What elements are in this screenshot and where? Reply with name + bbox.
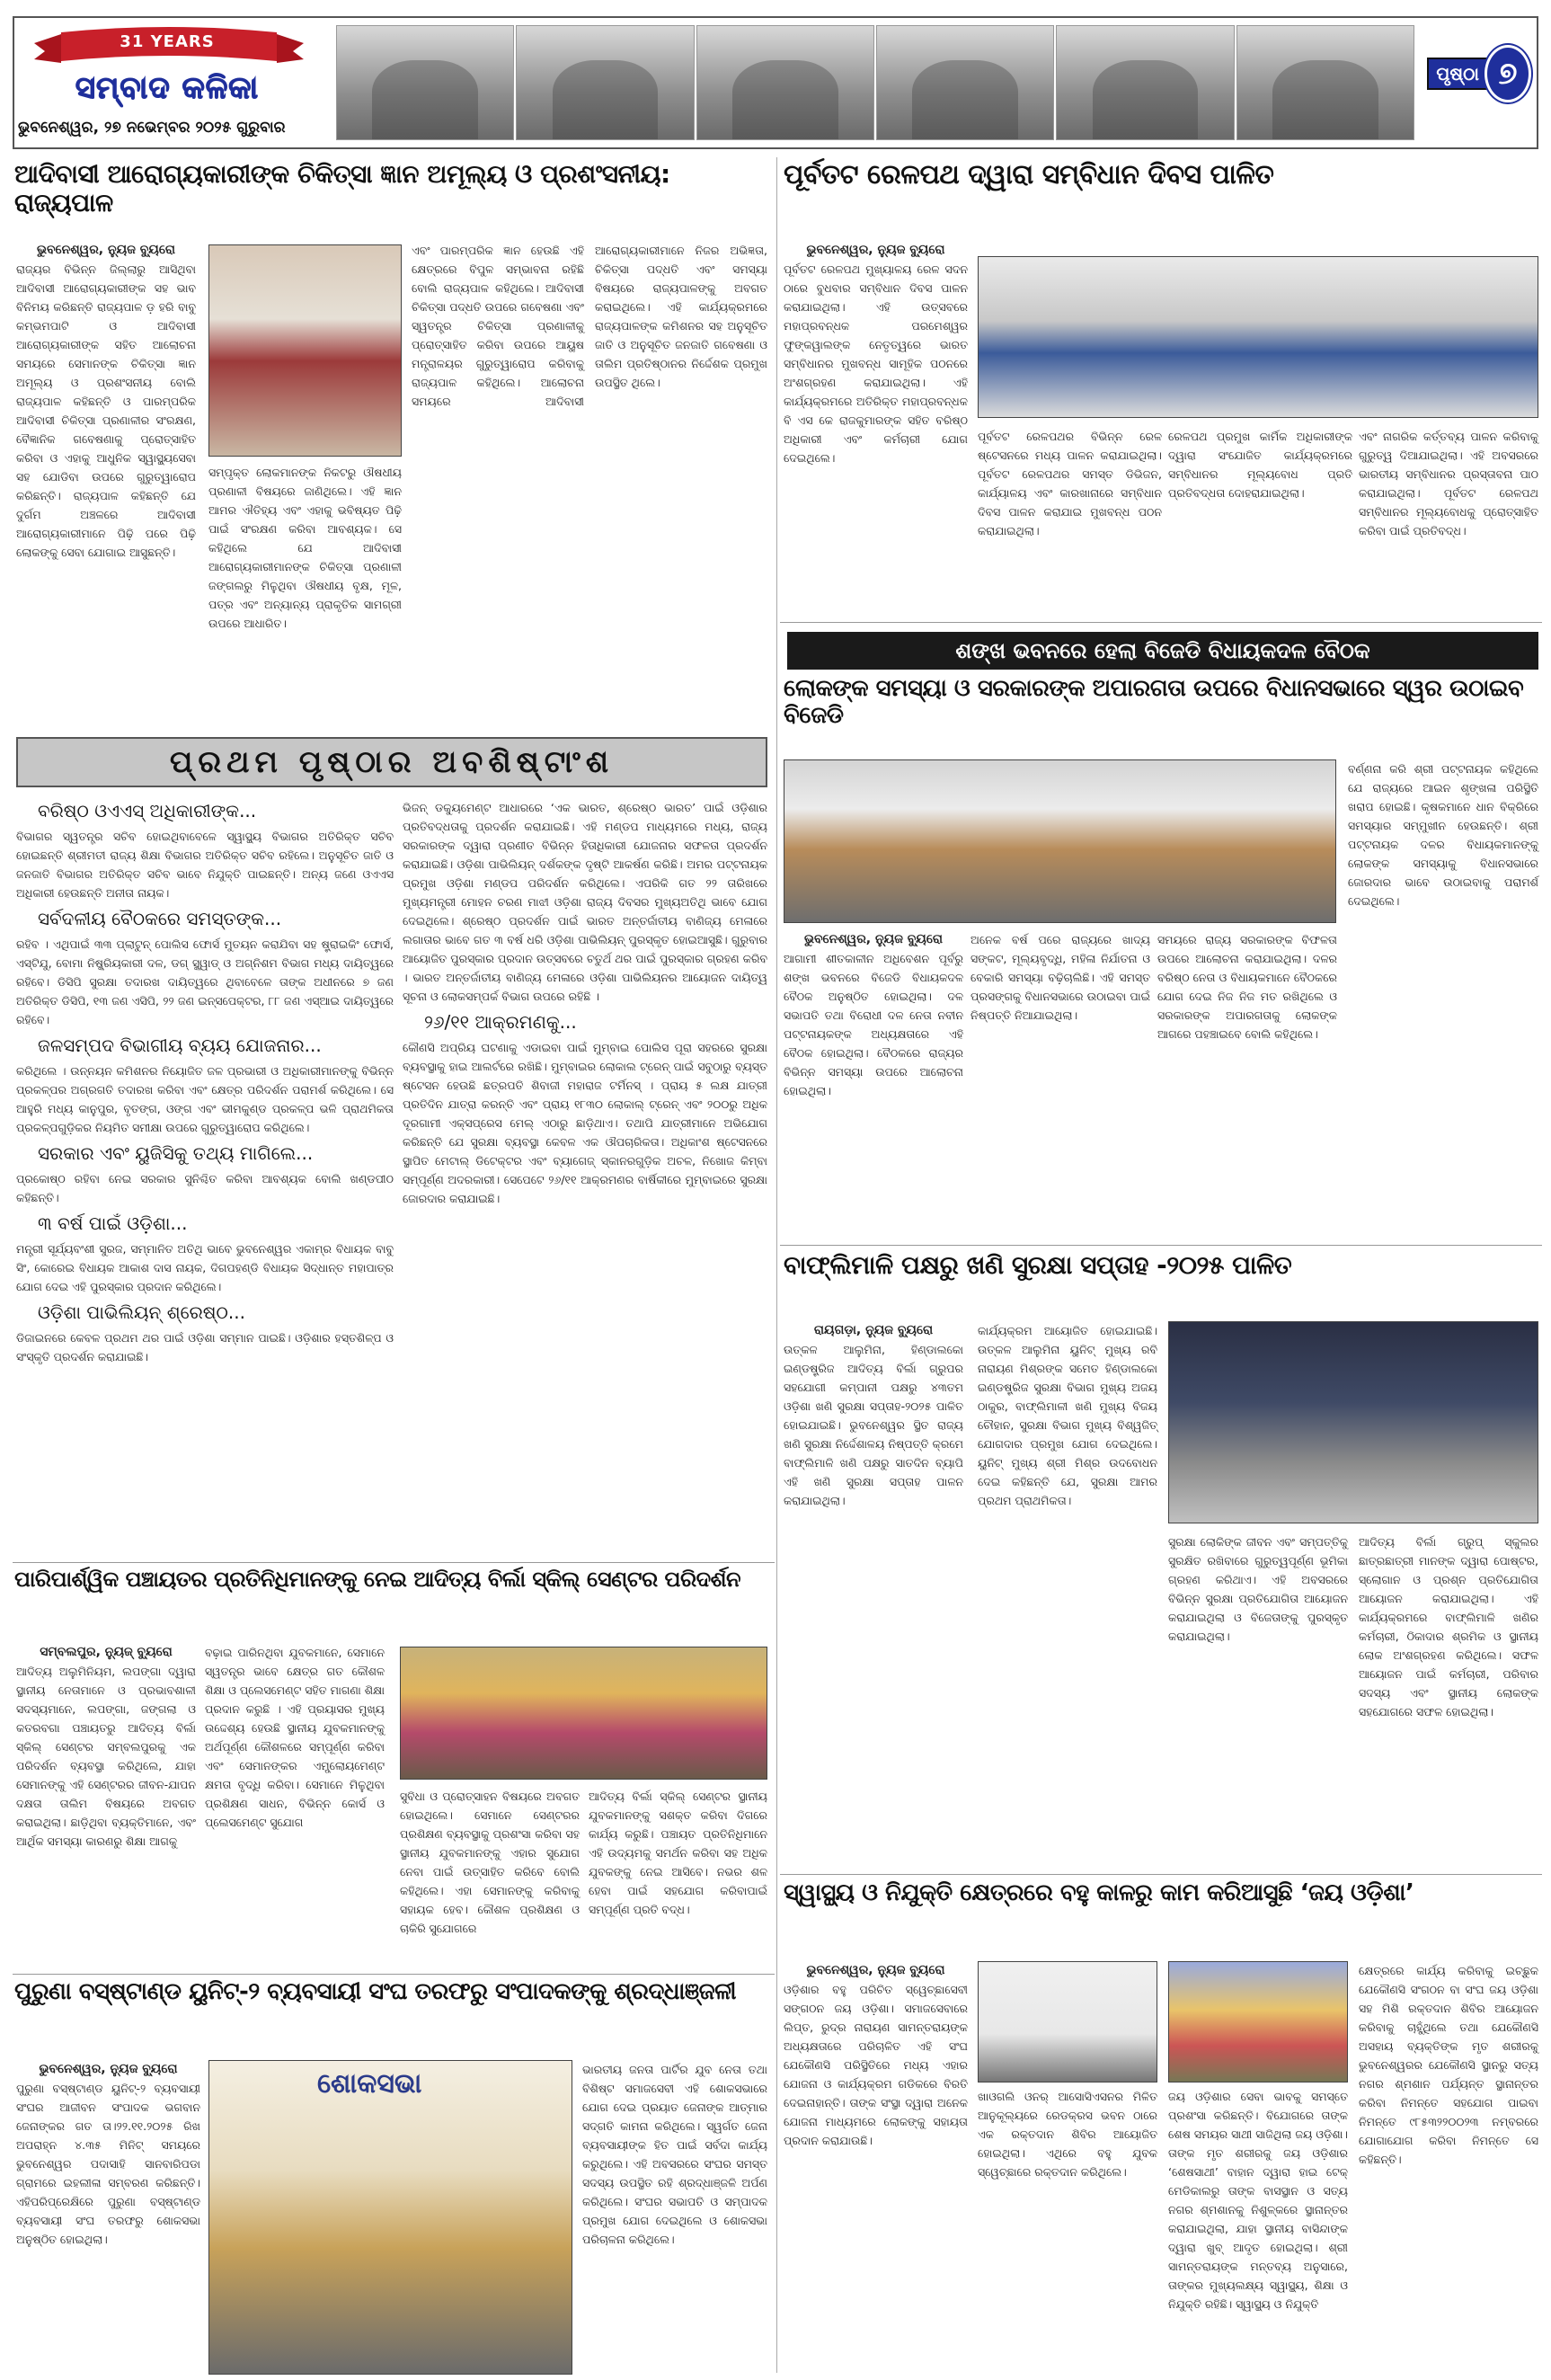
section-title: ସରକାର ଏବଂ ୟୁଜିସିକୁ ତଥ୍ୟ ମାଗିଲେ... [38,1142,314,1164]
story1-byline: ଭୁବନେଶ୍ୱର, ନ୍ୟୁଜ ବ୍ୟୁରୋ [36,243,175,257]
story5-headline: ପାରିପାର୍ଶ୍ୱିକ ପଞ୍ଚାୟତର ପ୍ରତିନିଧିମାନଙ୍କୁ ନେଇ ଆଦିତ୍ୟ ବିର୍ଲା ସ୍କିଲ୍ ସେଣ୍ଟର ପରିଦର୍ଶନ [14,1567,741,1592]
story3-col-right: ବର୍ଣ୍ଣନା କରି ଶ୍ରୀ ପଟ୍ଟନାୟକ କହିଥିଲେ ଯେ ରାଜ୍ୟରେ ଆଇନ ଶୃଙ୍ଖଳା ପରିସ୍ଥିତି ଖରାପ ହୋଇଛି। କୃଷକମାନେ ଧାନ ବିକ୍ରିରେ ସମସ୍ୟାର ସମ୍ମୁଖୀନ ହେଉଛନ୍ତି। ଶ୍ରୀ ପଟ୍ଟନାୟକ ଦଳର ବିଧାୟକମାନଙ୍କୁ ଲୋକଙ୍କ ସମସ୍ୟାକୁ ବିଧାନସଭାରେ ଜୋରଦାର ଭାବେ ଉଠାଇବାକୁ ପରାମର୍ଶ ଦେଇଥିଲେ। [1348,762,1538,908]
story2-headline: ପୂର୍ବତଟ ରେଳପଥ ଦ୍ୱାରା ସମ୍ବିଧାନ ଦିବସ ପାଳିତ [784,159,1274,191]
section-body: ବିଭାଗର ସ୍ୱତନ୍ତ୍ର ସଚିବ ହୋଇଥିବାବେଳେ ସ୍ୱାସ୍ଥ୍ୟ ବିଭାଗର ଅତିରିକ୍ତ ସଚିବ ହୋଇଛନ୍ତି ଶ୍ରୀମତୀ ରାଜ୍ୟ ଶିକ୍ଷା ବିଭାଗର ଅତିରିକ୍ତ ସଚିବ ରହିଲେ। ଅନୁସୂଚିତ ଜାତି ଓ ଜନଜାତି ବିଭାଗର ଅତିରିକ୍ତ ସଚିବ ଭାବେ ନିଯୁକ୍ତି ପାଇଛନ୍ତି। ଅନ୍ୟ ଜଣେ ଓଏଏସ ଅଧିକାରୀ ହେଉଛନ୍ତି ଅନୀତା ନାୟକ। [16,830,394,900]
story6-headline: ସ୍ୱାସ୍ଥ୍ୟ ଓ ନିଯୁକ୍ତି କ୍ଷେତ୍ରରେ ବହୁ କାଳରୁ କାମ କରିଆସୁଛି ‘ଜୟ ଓଡ଼ିଶା’ [784,1879,1414,1906]
story1-col2: ସମ୍ପୃକ୍ତ ଲୋକମାନଙ୍କ ନିକଟରୁ ଔଷଧୀୟ ପ୍ରଣାଳୀ ବିଷୟରେ ଜାଣିଥିଲେ। ଏହି ଜ୍ଞାନ ଆମର ଐତିହ୍ୟ ଏବଂ ଏହାକୁ ଭବିଷ୍ୟତ ପିଢ଼ି ପାଇଁ ସଂରକ୍ଷଣ କରିବା ଆବଶ୍ୟକ। ସେ କହିଥିଲେ ଯେ ଆଦିବାସୀ ଆରୋଗ୍ୟକାରୀମାନଙ୍କ ଚିକିତ୍ସା ପ୍ରଣାଳୀ ଜଙ୍ଗଲରୁ ମିଳୁଥିବା ଔଷଧୀୟ ବୃକ୍ଷ, ମୂଳ, ପତ୍ର ଏବଂ ଅନ୍ୟାନ୍ୟ ପ୍ରାକୃତିକ ସାମଗ୍ରୀ ଉପରେ ଆଧାରିତ। [208,466,402,630]
section-body: ପ୍ରକୋଷ୍ଠ ରହିବା ନେଇ ସରକାର ସୁନିଶ୍ଚିତ କରିବା ଆବଶ୍ୟକ ବୋଲି ଖଣ୍ଡପୀଠ କହିଛନ୍ତି। [16,1172,394,1204]
story2-photo [978,256,1538,418]
section-body: ମନ୍ତ୍ରୀ ସୂର୍ଯ୍ୟବଂଶୀ ସୁରଜ, ସମ୍ମାନିତ ଅତିଥି ଭାବେ ଭୁବନେଶ୍ୱର ଏକାମ୍ର ବିଧାୟକ ବାବୁ ସିଂ, କୋରେଇ ବିଧାୟକ ଆକାଶ ଦାସ ନାୟକ, ଦିଗପହଣ୍ଡି ବିଧାୟକ ସିଦ୍ଧାନ୍ତ ମହାପାତ୍ର ଯୋଗ ଦେଇ ଏହି ପୁରସ୍କାର ପ୍ରଦାନ କରିଥିଲେ। [16,1242,394,1293]
remainder-section-3 [16,1033,394,1137]
story2-byline: ଭୁବନେଶ୍ୱର, ନ୍ୟୁଜ ବ୍ୟୁରୋ [806,243,945,257]
story4-col1 [784,1321,963,1843]
dateline: ଭୁବନେଶ୍ୱର, ୨୭ ନଭେମ୍ବର ୨୦୨୫ ଗୁରୁବାର [18,119,286,137]
story6-byline: ଭୁବନେଶ୍ୱର, ନ୍ୟୁଜ ବ୍ୟୁରୋ [806,1963,945,1977]
story5-col1-text: ଆଦିତ୍ୟ ଅଲୁମିନିୟମ, ଲପଙ୍ଗା ଦ୍ୱାରା ସ୍ଥାନୀୟ ନେତାମାନେ ଓ ପ୍ରଭାବଶାଳୀ ସଦସ୍ୟମାନେ, ଲପଙ୍ଗା, ଜଙ୍ଗଲା ଓ କତରବଗା ପଞ୍ଚାୟତରୁ ଆଦିତ୍ୟ ବିର୍ଲା ସ୍କିଲ୍ ସେଣ୍ଟର ସମ୍ବଲପୁରକୁ ଏକ ପରିଦର୍ଶନ ବ୍ୟବସ୍ଥା କରିଥିଲେ, ଯାହା ସେମାନଙ୍କୁ ଏହି ସେଣ୍ଟରର ଜୀବନ-ଯାପନ ଦକ୍ଷତା ତାଲିମ ବିଷୟରେ ଅବଗତ କରାଇଥିଲା। ଛାଡ଼ିଥିବା ବ୍ୟକ୍ତିମାନେ, ଏବଂ ଆର୍ଥିକ ସମସ୍ୟା କାରଣରୁ ଶିକ୍ଷା ଆଗକୁ [16,1665,196,1848]
section-title: ବରିଷ୍ଠ ଓଏଏସ୍ ଅଧିକାରୀଙ୍କ... [38,800,257,821]
story5-col2: ବଢ଼ାଇ ପାରିନଥିବା ଯୁବକମାନେ, ସେମାନେ ସ୍ୱତନ୍ତ୍ର ଭାବେ କ୍ଷେତ୍ର ଗତ କୌଶଳ ଶିକ୍ଷା ଓ ପ୍ଲେସମେଣ୍ଟ ସହିତ ମାଗଣା ଶିକ୍ଷା ପ୍ରଦାନ କରୁଛି । ଏହି ପ୍ରୟାସର ମୁଖ୍ୟ ଉଦ୍ଦେଶ୍ୟ ହେଉଛି ସ୍ଥାନୀୟ ଯୁବକମାନଙ୍କୁ ଅର୍ଥପୂର୍ଣ୍ଣ କୌଶଳରେ ସମ୍ପୂର୍ଣ୍ଣ କରିବା ଏବଂ ସେମାନଙ୍କର ଏମ୍ପ୍ଲୋୟମେଣ୍ଟ କ୍ଷମତା ବୃଦ୍ଧି କରିବା। ସେମାନେ ମିଳୁଥିବା ପ୍ରଶିକ୍ଷଣ ସାଧନ, ବିଭିନ୍ନ କୋର୍ସ ଓ ପ୍ଲେସମେଣ୍ଟ ସୁଯୋଗ [205,1646,385,1829]
section-divider [13,1974,775,1975]
story4-headline: ବାଫ୍ଲିମାଳି ପକ୍ଷରୁ ଖଣି ସୁରକ୍ଷା ସପ୍ତାହ -୨୦୨୫ ପାଳିତ [784,1250,1292,1280]
section-divider [780,1245,1542,1246]
story2-col4: ଏବଂ ନାଗରିକ କର୍ତ୍ତବ୍ୟ ପାଳନ କରିବାକୁ ଗୁରୁତ୍ୱ ଦିଆଯାଇଥିଲା। ଏହି ଅବସରରେ ଭାରତୀୟ ସମ୍ବିଧାନର ପ୍ରସ୍ତାବନା ପାଠ କରାଯାଇଥିଲା। ପୂର୍ବତଟ ରେଳପଥ ସମ୍ବିଧାନର ମୂଲ୍ୟବୋଧକୁ ପ୍ରୋତ୍ସାହିତ କରିବା ପାଇଁ ପ୍ରତିବଦ୍ଧ। [1359,430,1538,537]
story3-banner: ଶଙ୍ଖ ଭବନରେ ହେଲା ବିଜେଡି ବିଧାୟକଦଳ ବୈଠକ [787,632,1538,670]
story7-photo-banner: ଶୋକସଭା [317,2068,422,2100]
story6-col1-text: ଓଡ଼ିଶାର ବହୁ ପରିଚିତ ସ୍ୱେଚ୍ଛାସେବୀ ସଙ୍ଗଠନ ଜୟ ଓଡ଼ିଶା। ସମାଜସେବାରେ ଲିପ୍ତ, ରୁଦ୍ର ନାରାୟଣ ସାମନ୍ତରାୟଙ୍କ ଅଧ୍ୟକ୍ଷତାରେ ପରିଚାଳିତ ଏହି ସଂଘ ଯେକୌଣସି ପରିସ୍ଥିତିରେ ମଧ୍ୟ ଏହାର ଯୋଜନା ଓ କାର୍ଯ୍ୟକ୍ରମ ଗଡିକରେ ବିରତି ଦେଇନାହାନ୍ତି। ତାଙ୍କ ସଂସ୍ଥା ଦ୍ୱାରା ଅନେକ ଯୋଜନା ମାଧ୍ୟମରେ ଲୋକଙ୍କୁ ସହାୟତା ପ୍ରଦାନ କରାଯାଉଛି। [784,1983,968,2147]
story7-col1-text: ପୁରୁଣା ବସ୍‌ଷ୍ଟାଣ୍ଡ ୟୁନିଟ୍-୨ ବ୍ୟବସାୟୀ ସଂଘର ଆଜୀବନ ସଂପାଦକ ଭଗବାନ ଜେନାଙ୍କର ଗତ ତା।୨୨.୧୧.୨୦୨୫ ରିଖ ଅପରାହ୍ନ ୪.୩୫ ମିନିଟ୍ ସମୟରେ ଭୁବନେଶ୍ୱର ପଦାସାହି ସାନବାରିପଡା ଗ୍ରାମରେ ଇହଲୀଳା ସମ୍ବରଣ କରିଛନ୍ତି। ଏହିପରିପ୍ରେକ୍ଷିରେ ପୁରୁଣା ବସ୍‌ଷ୍ଟାଣ୍ଡ ବ୍ୟବସାୟୀ ସଂଘ ତରଫରୁ ଶୋକସଭା ଅନୁଷ୍ଠିତ ହୋଇଥିଲା। [16,2082,200,2246]
section-title: ୨୬/୧୧ ଆକ୍ରମଣକୁ... [424,1011,577,1033]
story7-col1 [16,2060,200,2375]
remainder-col2 [403,798,767,1553]
story3-photo [784,759,1336,923]
story3-col2: ଅନେକ ବର୍ଷ ପରେ ରାଜ୍ୟରେ ଖାଦ୍ୟ ସଙ୍କଟ, ମୂଲ୍ୟବୃଦ୍ଧି, ମହିଳା ନିର୍ଯାତନା ଓ ବେକାରି ସମସ୍ୟା ବଢ଼ିଚାଲିଛି। ଏହି ସମସ୍ତ ପ୍ରସଙ୍ଗକୁ ବିଧାନସଭାରେ ଉଠାଇବା ପାଇଁ ନିଷ୍ପତ୍ତି ନିଆଯାଇଥିଲା। [970,933,1150,1022]
section-divider [780,622,1542,623]
story7-col3: ଭାରତୀୟ ଜନତା ପାର୍ଟିର ଯୁବ ନେତା ତଥା ବିଶିଷ୍ଟ ସମାଜସେବୀ ଏହି ଶୋକସଭାରେ ଯୋଗ ଦେଇ ପ୍ରୟାତ ଜେନାଙ୍କ ଆତ୍ମାର ସଦ୍‌ଗତି କାମନା କରିଥିଲେ। ସ୍ୱର୍ଗତ ଜେନା ବ୍ୟବସାୟୀଙ୍କ ହିତ ପାଇଁ ସର୍ବଦା କାର୍ଯ୍ୟ କରୁଥିଲେ। ଏହି ଅବସରରେ ସଂଘର ସମସ୍ତ ସଦସ୍ୟ ଉପସ୍ଥିତ ରହି ଶ୍ରଦ୍ଧାଞ୍ଜଳି ଅର୍ପଣ କରିଥିଲେ। ସଂଘର ସଭାପତି ଓ ସମ୍ପାଦକ ପ୍ରମୁଖ ଯୋଗ ଦେଇଥିଲେ ଓ ଶୋକସଭା ପରିଚାଳନା କରିଥିଲେ। [582,2063,767,2246]
crafts-photo [516,25,694,140]
story3-col1 [784,930,963,1200]
section-body: କରିଥିଲେ । ଉନ୍ନୟନ କମିଶନର ନିୟୋଜିତ ଜଳ ପ୍ରଭାରୀ ଓ ଅଧିକାରୀମାନଙ୍କୁ ବିଭିନ୍ନ ପ୍ରକଳ୍ପର ଅଗ୍ରଗତି ତଦାରଖ କରିବା ଏବଂ କ୍ଷେତ୍ର ପରିଦର୍ଶନ ପରାମର୍ଶ କରିଥିଲେ। ସେ ଆହୁରି ମଧ୍ୟ କାନୁପୁର, ବୃତଙ୍ଗ, ଓଙ୍ଗ ଏବଂ ଭୀମକୁଣ୍ଡ ପ୍ରକଳ୍ପ ଭଳି ପ୍ରାଥମିକତା ପ୍ରକଳ୍ପଗୁଡ଼ିକର ନିୟମିତ ସମୀକ୍ଷା ଉପରେ ଗୁରୁତ୍ୱାରୋପ କରିଥିଲେ। [16,1064,394,1134]
story7-photo [208,2060,572,2375]
story7-headline: ପୁରୁଣା ବସ୍‌ଷ୍ଟାଣ୍ଡ ୟୁନିଟ୍-୨ ବ୍ୟବସାୟୀ ସଂଘ ତରଫରୁ ସଂପାଦକଙ୍କୁ ଶ୍ରଦ୍ଧାଞ୍ଜଳୀ [14,1978,737,2005]
remainder-col1 [16,795,394,1554]
story7-byline: ଭୁବନେଶ୍ୱର, ନ୍ୟୁଜ ବ୍ୟୁରୋ [39,2062,178,2076]
remainder-col2-body-a: ଭିଜନ୍ ଡକ୍ୟୁମେଣ୍ଟ ଆଧାରରେ ‘ଏକ ଭାରତ, ଶ୍ରେଷ୍ଠ ଭାରତ’ ପାଇଁ ଓଡ଼ିଶାର ପ୍ରତିବଦ୍ଧତାକୁ ପ୍ରଦର୍ଶନ କରାଯାଇଛି। ଏହି ମଣ୍ଡପ ମାଧ୍ୟମରେ ମଧ୍ୟ, ରାଜ୍ୟ ସରକାରଙ୍କ ଦ୍ୱାରା ପ୍ରଣୀତ ବିଭିନ୍ନ ହିତାଧିକାରୀ ଯୋଜନାର ସଫଳତା ପ୍ରଦର୍ଶନ କରାଯାଇଛି। ଓଡ଼ିଶା ପାଭିଲିୟନ୍ ଦର୍ଶକଙ୍କ ଦୃଷ୍ଟି ଆକର୍ଷଣ କରିଛି। ଅମର ପଟ୍ଟନାୟକ ପ୍ରମୁଖ ଓଡ଼ିଶା ମଣ୍ଡପ ପରିଦର୍ଶନ କରିଥିଲେ। ଏପରିକି ଗତ ୨୨ ତାରିଖରେ ମୁଖ୍ୟମନ୍ତ୍ରୀ ମୋହନ ଚରଣ ମାଝୀ ଓଡ଼ିଶା ରାଜ୍ୟ ଦିବସର ମୁଖ୍ୟଅତିଥି ଭାବେ ଯୋଗ ଦେଇଥିଲେ। ଶ୍ରେଷ୍ଠ ପ୍ରଦର୍ଶନ ପାଇଁ ଭାରତ ଅନ୍ତର୍ଜାତୀୟ ବାଣିଜ୍ୟ ମେଳାରେ ଲଗାତାର ଭାବେ ଗତ ୩ ବର୍ଷ ଧରି ଓଡ଼ିଶା ପାଭିଲିୟନ୍ ପୁରସ୍କୃତ ହୋଇଆସୁଛି। ଗୁରୁବାର ଆୟୋଜିତ ପୁରସ୍କାର ପ୍ରଦାନ ଉତ୍ସବରେ ଚତୁର୍ଥ ଥର ପାଇଁ ପୁରସ୍କାର ଗ୍ରହଣ କରିବ । ଭାରତ ଅନ୍ତର୍ଜାତୀୟ ବାଣିଜ୍ୟ ମେଳାରେ ଓଡ଼ିଶା ପାଭିଲିୟନର ଆୟୋଜନ ଦାୟିତ୍ୱ ସୂଚନା ଓ ଲୋକସମ୍ପର୍କ ବିଭାଗ ଉପରେ ରହିଛି । [403,801,767,1003]
story4-col2: କାର୍ଯ୍ୟକ୍ରମ ଆୟୋଜିତ ହୋଇଯାଇଛି। ଉତ୍କଳ ଆଲୁମିନା ୟୁନିଟ୍ ମୁଖ୍ୟ ରବି ନାରାୟଣ ମିଶ୍ରଙ୍କ ସମେତ ହିଣ୍ଡାଲକୋ ଇଣ୍ଡଷ୍ଟ୍ରିଜ ସୁରକ୍ଷା ବିଭାଗ ମୁଖ୍ୟ ଅଜୟ ଠାକୁର, ବାଫ୍ଲିମାଳୀ ଖଣି ମୁଖ୍ୟ ବିଜୟ ଚୌହାନ, ସୁରକ୍ଷା ବିଭାଗ ମୁଖ୍ୟ ବିଶ୍ୱଜିତ୍ ଯୋଗଦାର ପ୍ରମୁଖ ଯୋଗ ଦେଇଥିଲେ। ୟୁନିଟ୍ ମୁଖ୍ୟ ଶ୍ରୀ ମିଶ୍ର ଉଦବୋଧନ ଦେଇ କହିଛନ୍ତି ଯେ, ସୁରକ୍ଷା ଆମର ପ୍ରଥମ ପ୍ରାଥମିକତା। [978,1324,1157,1507]
section-title: ୩ ବର୍ଷ ପାଇଁ ଓଡ଼ିଶା... [38,1212,188,1234]
masthead [13,16,1538,149]
story2-col3: ରେଳପଥ ପ୍ରମୁଖ କାର୍ମିକ ଅଧିକାରୀଙ୍କ ଦ୍ୱାରା ସଂଯୋଜିତ କାର୍ଯ୍ୟକ୍ରମରେ ସମ୍ବିଧାନର ମୂଲ୍ୟବୋଧ ପ୍ରତି ପ୍ରତିବଦ୍ଧତା ଦୋହରାଯାଇଥିଲା। [1168,430,1352,500]
story1-col3: ଏବଂ ପାରମ୍ପରିକ ଜ୍ଞାନ ହେଉଛି ଏହି କ୍ଷେତ୍ରରେ ବିପୁଳ ସମ୍ଭାବନା ରହିଛି ବୋଲି ରାଜ୍ୟପାଳ କହିଥିଲେ। ଆଦିବାସୀ ଚିକିତ୍ସା ପଦ୍ଧତି ଉପରେ ଗବେଷଣା ଏବଂ ସ୍ୱତନ୍ତ୍ର ଚିକିତ୍ସା ପ୍ରଣାଳୀକୁ ପ୍ରୋତ୍ସାହିତ କରିବା ଉପରେ ଆୟୁଷ ମନ୍ତ୍ରାଳୟର ଗୁରୁତ୍ୱାରୋପ କରିବାକୁ ରାଜ୍ୟପାଳ କହିଥିଲେ। ଆଲୋଚନା ସମୟରେ ଆଦିବାସୀ ଆରୋଗ୍ୟକାରୀମାନେ ନିଜର ଅଭିଜ୍ଞତା, ଚିକିତ୍ସା ପଦ୍ଧତି ଏବଂ ସମସ୍ୟା ବିଷୟରେ ରାଜ୍ୟପାଳଙ୍କୁ ଅବଗତ କରାଇଥିଲେ। ଏହି କାର୍ଯ୍ୟକ୍ରମରେ ରାଜ୍ୟପାଳଙ୍କ କମିଶନର ସହ ଅନୁସୂଚିତ ଜାତି ଓ ଅନୁସୂଚିତ ଜନଜାତି ଗବେଷଣା ଓ ତାଲିମ ପ୍ରତିଷ୍ଠାନର ନିର୍ଦ୍ଦେଶକ ପ୍ରମୁଖ ଉପସ୍ଥିତ ଥିଲେ। [412,244,767,408]
section-body: ଡିଜାଇନରେ କେବଳ ପ୍ରଥମ ଥର ପାଇଁ ଓଡ଼ିଶା ସମ୍ମାନ ପାଇଛି। ଓଡ଼ିଶାର ହସ୍ତଶିଳ୍ପ ଓ ସଂସ୍କୃତି ପ୍ରଦର୍ଶନ କରାଯାଇଛି। [16,1331,394,1363]
section-divider [13,1562,775,1563]
story3-col3: ସମୟରେ ରାଜ୍ୟ ସରକାରଙ୍କ ବିଫଳତା ଉପରେ ଆଲୋଚନା କରାଯାଇଥିଲା। ଦଳର ବରିଷ୍ଠ ନେତା ଓ ବିଧାୟକମାନେ ବୈଠକରେ ଯୋଗ ଦେଇ ନିଜ ନିଜ ମତ ରଖିଥିଲେ ଓ ସରକାରଙ୍କ ଅପାରଗତାକୁ ଲୋକଙ୍କ ଆଗରେ ପହଞ୍ଚାଇବେ ବୋଲି କହିଥିଲେ। [1157,933,1337,1041]
story4-col1-text: ଉତ୍କଳ ଆଲୁମିନା, ହିଣ୍ଡାଲକୋ ଇଣ୍ଡଷ୍ଟ୍ରିଜ ଆଦିତ୍ୟ ବିର୍ଲା ଗ୍ରୁପର ସହଯୋଗୀ କମ୍ପାନୀ ପକ୍ଷରୁ ୪୩ତମ ଓଡ଼ିଶା ଖଣି ସୁରକ୍ଷା ସପ୍ତାହ-୨୦୨୫ ପାଳିତ ହୋଇଯାଇଛି। ଭୁବନେଶ୍ୱର ସ୍ଥିତ ରାଜ୍ୟ ଖଣି ସୁରକ୍ଷା ନିର୍ଦ୍ଦେଶାଳୟ ନିଷ୍ପତ୍ତି କ୍ରମେ ବାଫ୍ଲିମାଳି ଖଣି ପକ୍ଷରୁ ସାତଦିନ ବ୍ୟାପି ଏହି ଖଣି ସୁରକ୍ଷା ସପ୍ତାହ ପାଳନ କରାଯାଇଥିଲା। [784,1343,963,1507]
story4-byline: ରାୟଗଡ଼ା, ନ୍ୟୁଜ ବ୍ୟୁରୋ [813,1323,934,1337]
story4-col3: ସୁରକ୍ଷା ଲୋକିଙ୍କ ଜୀବନ ଏବଂ ସମ୍ପତ୍ତିକୁ ସୁରକ୍ଷିତ ରଖିବାରେ ଗୁରୁତ୍ୱପୂର୍ଣ୍ଣ ଭୂମିକା ଗ୍ରହଣ କରିଥାଏ। ଏହି ଅବସରରେ ବିଭିନ୍ନ ସୁରକ୍ଷା ପ୍ରତିଯୋଗିତା ଆୟୋଜନ କରାଯାଇଥିଲା ଓ ବିଜେତାଙ୍କୁ ପୁରସ୍କୃତ କରାଯାଇଥିଲା। [1168,1535,1348,1643]
remainder-section-1 [16,798,394,902]
story6-van-photo [978,1961,1157,2082]
remainder-section-4 [16,1141,394,1207]
story5-photo [400,1647,767,1780]
story1-col1 [16,241,196,726]
story5-col4: ଆଦିତ୍ୟ ବିର୍ଲା ସ୍କିଲ୍ ସେଣ୍ଟର ସ୍ଥାନୀୟ ଯୁବକମାନଙ୍କୁ ସଶକ୍ତ କରିବା ଦିଗରେ କାର୍ଯ୍ୟ କରୁଛି। ପଞ୍ଚାୟତ ପ୍ରତିନିଧିମାନେ ଏହି ଉଦ୍ୟମକୁ ସମର୍ଥନ କରିବା ସହ ଅଧିକ ଯୁବକଙ୍କୁ ନେଇ ଆସିବେ। ନଭର ଶଳ ହେବା ପାଇଁ ସହଯୋଗ କରିବାପାଇଁ ସମ୍ପୂର୍ଣ୍ଣ ପ୍ରତି ବଦ୍ଧ। [589,1789,767,1916]
section-divider [780,1874,1542,1875]
story5-byline: ସମ୍ବଲପୁର, ନ୍ୟୁଜ୍ ବ୍ୟୁରୋ [40,1645,173,1659]
remainder-section-6 [16,1300,394,1366]
remainder-banner: ପ୍ରଥମ ପୃଷ୍ଠାର ଅବଶିଷ୍ଟାଂଶ [16,737,767,787]
paper-name: ସମ୍ବାଦ କଳିକା [75,70,260,106]
section-title: ଓଡ଼ିଶା ପାଭିଲିୟନ୍ ଶ୍ରେଷ୍ଠ... [38,1301,245,1323]
story1-col1-text: ରାଜ୍ୟର ବିଭିନ୍ନ ଜିଲ୍ଲାରୁ ଆସିଥିବା ଆଦିବାସୀ ଆରୋଗ୍ୟକାରୀଙ୍କ ସହ ଭାବ ବିନିମୟ କରିଛନ୍ତି ରାଜ୍ୟପାଳ ଡ଼ ହରି ବାବୁ କମ୍ଭମପାଟି ଓ ଆଦିବାସୀ ଆରୋଗ୍ୟକାରୀଙ୍କ ସହିତ ଆଲୋଚନା ସମୟରେ ସେମାନଙ୍କ ଚିକିତ୍ସା ଜ୍ଞାନ ଅମୂଲ୍ୟ ଓ ପ୍ରଶଂସନୀୟ ବୋଲି ରାଜ୍ୟପାଳ କହିଛନ୍ତି ଓ ପାରମ୍ପରିକ ଆଦିବାସୀ ଚିକିତ୍ସା ପ୍ରଣାଳୀର ସଂରକ୍ଷଣ, ବୈଜ୍ଞାନିକ ଗବେଷଣାକୁ ପ୍ରୋତ୍ସାହିତ କରିବା ଓ ଏହାକୁ ଆଧୁନିକ ସ୍ୱାସ୍ଥ୍ୟସେବା ସହ ଯୋଡିବା ଉପରେ ଗୁରୁତ୍ୱାରୋପ କରିଛନ୍ତି। ରାଜ୍ୟପାଳ କହିଛନ୍ତି ଯେ ଦୁର୍ଗମ ଅଞ୍ଚଳରେ ଆଦିବାସୀ ଆରୋଗ୍ୟକାରୀମାନେ ପିଢ଼ି ପରେ ପିଢ଼ି ଲୋକଙ୍କୁ ସେବା ଯୋଗାଇ ଆସୁଛନ୍ତି। [16,262,196,559]
section-title: ଜଳସମ୍ପଦ ବିଭାଗୀୟ ବ୍ୟୟ ଯୋଜନାର... [38,1035,322,1056]
page-label: ପୃଷ୍ଠା [1427,58,1488,90]
art-photo [876,25,1054,140]
story3-col1-text: ଆଗାମୀ ଶୀତକାଳୀନ ଅଧିବେଶନ ପୂର୍ବରୁ ଶଙ୍ଖ ଭବନରେ ବିଜେଡି ବିଧାୟକଦଳ ବୈଠକ ଅନୁଷ୍ଠିତ ହୋଇଥିଲା। ଦଳ ସଭାପତି ତଥା ବିରୋଧୀ ଦଳ ନେତା ନବୀନ ପଟ୍ଟନାୟକଙ୍କ ଅଧ୍ୟକ୍ଷତାରେ ଏହି ବୈଠକ ହୋଇଥିଲା। ବୈଠକରେ ରାଜ୍ୟର ବିଭିନ୍ନ ସମସ୍ୟା ଉପରେ ଆଲୋଚନା ହୋଇଥିଲା। [784,952,963,1097]
story2-col1-text: ପୂର୍ବତଟ ରେଳପଥ ମୁଖ୍ୟାଳୟ ରେଳ ସଦନ ଠାରେ ବୁଧବାର ସମ୍ବିଧାନ ଦିବସ ପାଳନ କରାଯାଇଥିଲା। ଏହି ଉତ୍ସବରେ ମହାପ୍ରବନ୍ଧକ ପରମେଶ୍ୱର ଫୁଙ୍କୱାଲଙ୍କ ନେତୃତ୍ୱରେ ଭାରତ ସମ୍ବିଧାନର ମୁଖବନ୍ଧ ସାମୂହିକ ପଠନରେ ଅଂଶଗ୍ରହଣ କରାଯାଇଥିଲା। ଏହି କାର୍ଯ୍ୟକ୍ରମରେ ଅତିରିକ୍ତ ମହାପ୍ରବନ୍ଧକ ବି ଏସ କେ ରାଜକୁମାରଙ୍କ ସହିତ ବରିଷ୍ଠ ଅଧିକାରୀ ଏବଂ କର୍ମଚାରୀ ଯୋଗ ଦେଇଥିଲେ। [784,262,968,465]
story2-col2: ପୂର୍ବତଟ ରେଳପଥର ବିଭିନ୍ନ ରେଳ ଷ୍ଟେସନରେ ମଧ୍ୟ ପାଳନ କରାଯାଇଥିଲା। ପୂର୍ବତଟ ରେଳପଥର ସମସ୍ତ ଡିଭିଜନ, କାର୍ଯ୍ୟାଳୟ ଏବଂ କାରଖାନାରେ ସମ୍ବିଧାନ ଦିବସ ପାଳନ କରାଯାଇ ମୁଖବନ୍ଧ ପଠନ କରାଯାଇଥିଲା। [978,430,1162,537]
tribal-women-photo [1056,25,1234,140]
lake-shrine-photo [1236,25,1414,140]
remainder-section-5 [16,1211,394,1296]
story6-blood-camp-photo [1168,1961,1348,2082]
story5-col1 [16,1643,196,1913]
temple-photo [336,25,514,140]
story4-photo [1168,1321,1538,1523]
remainder-section-2 [16,906,394,1029]
children-photo [696,25,874,140]
section-body: ରହିବ । ଏଥିପାଇଁ ୩୩ ପ୍ଲାଟୁନ୍ ପୋଲିସ ଫୋର୍ସ ମୁତୟନ କରାଯିବା ସହ ଷ୍ଟ୍ରାଇକିଂ ଫୋର୍ସ, ଏସ୍‌ଟିଯୁ, ବୋମା ନିଷ୍କ୍ରିୟକାରୀ ଦଳ, ଡଗ୍ ସ୍କ୍ୱାଡ୍ ଓ ଅଗ୍ନିଶମ ବିଭାଗ ମଧ୍ୟ ଦାୟିତ୍ୱରେ ରହିବେ। ଡିସିପି ସୁରକ୍ଷା ତଦାରଖ ଦାୟିତ୍ୱରେ ଥିବାବେଳେ ତାଙ୍କ ଅଧୀନରେ ୭ ଜଣ ଅତିରିକ୍ତ ଡିସିପି, ୧୩ ଜଣ ଏସିପି, ୨୨ ଜଣ ଇନ୍‌ସପେକ୍ଟର, ୮୮ ଜଣ ଏସ୍‌ଆଇ ଦାୟିତ୍ୱରେ ରହିବେ। [16,937,394,1026]
page-badge [1427,45,1531,102]
story1-photo [208,244,402,457]
story2-col1 [784,241,968,617]
page-number: ୭ [1485,45,1531,102]
section-title: ସର୍ବଦଳୀୟ ବୈଠକରେ ସମସ୍ତଙ୍କ... [38,908,282,929]
story1-headline: ଆଦିବାସୀ ଆରୋଗ୍ୟକାରୀଙ୍କ ଚିକିତ୍ସା ଜ୍ଞାନ ଅମୂଲ୍ୟ ଓ ପ୍ରଶଂସନୀୟ: ରାଜ୍ୟପାଳ [14,159,670,218]
anniversary-label: 31 YEARS [120,32,215,51]
story6-col3: ଜୟ ଓଡ଼ିଶାର ସେବା ଭାବକୁ ସମସ୍ତେ ପ୍ରଶଂସା କରିଛନ୍ତି। ବିଯୋଗରେ ତାଙ୍କ ଶେଷ ସମୟର ସାଥୀ ସାଜିଥିଲା ଜୟ ଓଡ଼ିଶା। ତାଙ୍କ ମୃତ ଶରୀରକୁ ଜୟ ଓଡ଼ିଶାର ‘ଶେଷସାଥୀ’ ବାହାନ ଦ୍ୱାରା ହାଇ ଟେକ୍ ମେଡିକାଲରୁ ତାଙ୍କ ବାସସ୍ଥାନ ଓ ସତ୍ୟ ନଗର ଶ୍ମଶାନକୁ ନିଶୁଳ୍କରେ ସ୍ଥାନାନ୍ତର କରାଯାଇଥିଲା, ଯାହା ସ୍ଥାନୀୟ ବାସିନ୍ଦାଙ୍କ ଦ୍ୱାରା ଖୁବ୍ ଆଦୃତ ହୋଇଥିଲା। ଶ୍ରୀ ସାମନ୍ତରାୟଙ୍କ ମନ୍ତବ୍ୟ ଅନୁସାରେ, ତାଙ୍କର ମୁଖ୍ୟଲକ୍ଷ୍ୟ ସ୍ୱାସ୍ଥ୍ୟ, ଶିକ୍ଷା ଓ ନିଯୁକ୍ତି ରହିଛି। ସ୍ୱାସ୍ଥ୍ୟ ଓ ନିଯୁକ୍ତି [1168,2090,1348,2311]
newspaper-logo [14,18,320,147]
story4-col4: ଆଦିତ୍ୟ ବିର୍ଲା ଗ୍ରୁପ୍ ସ୍କୁଲର ଛାତ୍ରଛାତ୍ରୀ ମାନଙ୍କ ଦ୍ୱାରା ପୋଷ୍ଟର, ସ୍ଲୋଗାନ ଓ ପ୍ରଶ୍ନ ପ୍ରତିଯୋଗିତା ଆୟୋଜନ କରାଯାଇଥିଲା। ଏହି କାର୍ଯ୍ୟକ୍ରମରେ ବାଫ୍ଲିମାଳି ଖଣିର କର୍ମଚାରୀ, ଠିକାଦାର ଶ୍ରମିକ ଓ ସ୍ଥାନୀୟ ଲୋକ ଅଂଶଗ୍ରହଣ କରିଥିଲେ। ସଫଳ ଆୟୋଜନ ପାଇଁ କର୍ମଚାରୀ, ପରିବାର ସଦସ୍ୟ ଏବଂ ସ୍ଥାନୀୟ ଲୋକଙ୍କ ସହଯୋଗରେ ସଫଳ ହୋଇଥିଲା। [1359,1535,1538,1718]
story6-col1 [784,1961,968,2373]
story6-caption: ଖାଓଗଲି ଓନର୍ ଆସୋସିଏସନର ମିଳିତ ଆନୁକୂଲ୍ୟରେ ରେଡକ୍ରସ ଭବନ ଠାରେ ଏକ ରକ୍ତଦାନ ଶିବିର ଆୟୋଜିତ ହୋଇଥିଲା। ଏଥିରେ ବହୁ ଯୁବକ ସ୍ୱେଚ୍ଛାରେ ରକ୍ତଦାନ କରିଥିଲେ। [978,2090,1157,2179]
column-divider [776,157,777,2373]
story3-headline: ଲୋକଙ୍କ ସମସ୍ୟା ଓ ସରକାରଙ୍କ ଅପାରଗତା ଉପରେ ବିଧାନସଭାରେ ସ୍ୱର ଉଠାଇବ ବିଜେଡି [784,675,1524,729]
masthead-photo-strip [336,25,1414,140]
remainder-col2-body-b: କୌଣସି ଅପ୍ରିୟ ଘଟଣାକୁ ଏଡାଇବା ପାଇଁ ମୁମ୍ବାଇ ପୋଲିସ ପୂରା ସହରରେ ସୁରକ୍ଷା ବ୍ୟବସ୍ଥାକୁ ହାଇ ଆଲର୍ଟରେ ରଖିଛି। ମୁମ୍ବାଇର ଲୋକାଲ ଟ୍ରେନ୍ ପାଇଁ ସବୁଠାରୁ ବ୍ୟସ୍ତ ଷ୍ଟେସନ ହେଉଛି ଛତ୍ରପତି ଶିବାଜୀ ମହାରାଜ ଟର୍ମିନସ୍ । ପ୍ରାୟ ୫ ଲକ୍ଷ ଯାତ୍ରୀ ପ୍ରତିଦିନ ଯାତ୍ରା କରନ୍ତି ଏବଂ ପ୍ରାୟ ୧୮୩୦ ଲୋକାଲ୍ ଟ୍ରେନ୍ ଏବଂ ୨୦୦ରୁ ଅଧିକ ଦୂରଗାମୀ ଏକ୍ସପ୍ରେସ ମେଲ୍ ଏଠାରୁ ଛାଡ଼ିଥାଏ। ତଥାପି ଯାତ୍ରୀମାନେ ଅଭିଯୋଗ କରିଛନ୍ତି ଯେ ସୁରକ୍ଷା ବ୍ୟବସ୍ଥା କେବଳ ଏକ ଔପଚାରିକତା। ଅଧିକାଂଶ ଷ୍ଟେସନରେ ସ୍ଥାପିତ ମେଟାଲ୍ ଡିଟେକ୍ଟର ଏବଂ ବ୍ୟାଗେଜ୍ ସ୍କାନରଗୁଡ଼ିକ ଅଚଳ, ନିଖୋଜ କିମ୍ବା ସମ୍ପୂର୍ଣ୍ଣ ଅଦରକାରୀ। ସେପେଟେ ୨୬/୧୧ ଆକ୍ରମଣର ବାର୍ଷିକୀରେ ମୁମ୍ବାଇରେ ସୁରକ୍ଷା ଜୋରଦାର କରାଯାଇଛି। [403,1041,767,1205]
story6-col4: କ୍ଷେତ୍ରରେ କାର୍ଯ୍ୟ କରିବାକୁ ଇଚ୍ଛୁକ ଯେକୌଣସି ସଂଗଠନ ବା ସଂଘ ଜୟ ଓଡ଼ିଶା ସହ ମିଶି ରକ୍ତଦାନ ଶିବିର ଆୟୋଜନ କରିବାକୁ ଚାହୁଁଥିଲେ ତଥା ଯେକୌଣସି ଅସହାୟ ବ୍ୟକ୍ତିଙ୍କ ମୃତ ଶରୀରକୁ ଭୁବନେଶ୍ୱରର ଯେକୌଣସି ସ୍ଥାନରୁ ସତ୍ୟ ନଗର ଶ୍ମଶାନ ପର୍ଯ୍ୟନ୍ତ ସ୍ଥାନାନ୍ତର କରିବା ନିମନ୍ତେ ସହଯୋଗ ପାଇବା ନିମନ୍ତେ ୯୮୫୩୨୨୦୦୨୩ ନମ୍ବରରେ ଯୋଗାଯୋଗ କରିବା ନିମନ୍ତେ ସେ କହିଛନ୍ତି। [1359,1964,1538,2166]
story3-byline: ଭୁବନେଶ୍ୱର, ନ୍ୟୁଜ ବ୍ୟୁରୋ [803,932,943,946]
story5-col3: ସୁବିଧା ଓ ପ୍ରୋତ୍ସାହନ ବିଷୟରେ ଅବଗତ ହୋଇଥିଲେ। ସେମାନେ ସେଣ୍ଟରର ପ୍ରଶିକ୍ଷଣ ବ୍ୟବସ୍ଥାକୁ ପ୍ରଶଂସା କରିବା ସହ ସ୍ଥାନୀୟ ଯୁବକମାନଙ୍କୁ ଏହାର ସୁଯୋଗ ନେବା ପାଇଁ ଉତ୍ସାହିତ କରିବେ ବୋଲି କହିଥିଲେ। ଏହା ସେମାନଙ୍କୁ କରିବାକୁ ସହାୟକ ହେବ। କୌଶଳ ପ୍ରଶିକ୍ଷଣ ଓ ଚାକିରି ସୁଯୋଗରେ [400,1789,580,1935]
